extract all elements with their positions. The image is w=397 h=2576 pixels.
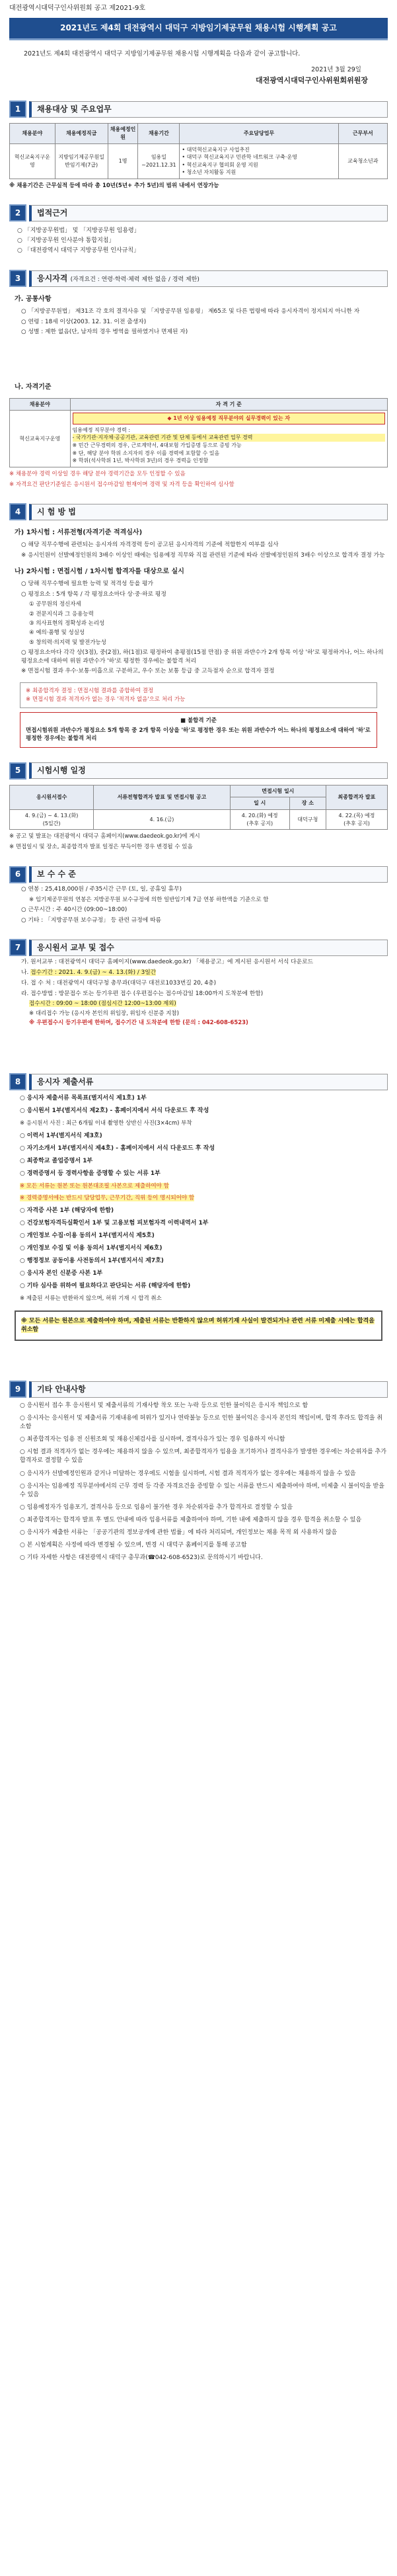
table-header: 채용예정인원 bbox=[108, 124, 138, 143]
list-item: ○ 임용예정자가 임용포기, 결격사유 등으로 임용이 불가한 경우 차순위자를 추가 합격자로 결정할 수 있음 bbox=[20, 1504, 293, 1511]
qualification-table bbox=[9, 398, 388, 467]
table-header: 근무부서 bbox=[338, 124, 387, 143]
list-item: ○ 이력서 1부(별지서식 제3호) bbox=[20, 1132, 102, 1139]
list-item: 나. 접수기간 : 2021. 4. 9.(금) ~ 4. 13.(화) / 3일간 bbox=[21, 969, 157, 977]
table-row bbox=[10, 143, 388, 179]
table-header: 일 시 bbox=[230, 797, 289, 810]
list-item: ○ 「대전광역시 대덕구 지방공무원 인사규칙」 bbox=[17, 247, 140, 255]
schedule-table bbox=[9, 785, 388, 830]
schedule-note: ※ 면접일시 및 장소, 최종합격자 발표 일정은 부득이한 경우 변경될 수 있음 bbox=[9, 844, 193, 851]
qualification-note: ※ 자격요건 판단기준일은 응시원서 접수마감일 현재이며 경력 및 자격 등을 확인하여 심사함 bbox=[9, 481, 235, 489]
section-5-header bbox=[9, 762, 388, 780]
list-item: ○ 시험 결과 적격자가 없는 경우에는 채용하지 않을 수 있으며, 최종합격자가 임용을 포기하거나 결격사유가 발생한 경우에는 차순위자를 추가 합격자로 결정할 수 있음 bbox=[20, 1449, 386, 1465]
list-item: ○ 본 시험계획은 사정에 따라 변경될 수 있으며, 변경 시 대덕구 홈페이지를 통해 공고함 bbox=[20, 1541, 247, 1549]
section-number: 3 bbox=[9, 270, 26, 287]
table-cell: 교육청소년과 bbox=[338, 143, 387, 179]
list-item: ③ 의사표현의 정확성과 논리성 bbox=[29, 620, 105, 627]
list-item: ○ 개인정보 수집·이용 동의서 1부(별지서식 제5호) bbox=[20, 1232, 155, 1239]
list-item: ○ 기타 심사를 위하여 필요하다고 판단되는 서류 (해당자에 한함) bbox=[20, 1282, 191, 1289]
table-cell: 혁신교육지구운영 bbox=[10, 411, 71, 467]
list-item: ※ 면접시험 결과 우수·보통·미흡으로 구분하고, 우수 또는 보통 등급 중 고득점자 순으로 합격자 결정 bbox=[21, 668, 275, 675]
table-header: 채용기간 bbox=[138, 124, 180, 143]
table-cell: 4. 20.(화) 예정 (추후 공지) bbox=[230, 809, 289, 829]
table-cell: • 대덕혁신교육지구 사업추진 • 대덕구 혁신교육지구 민관학 네트워크 구축·운영 • 혁신교육지구 협의회 운영 지원 • 청소년 자치활동 지원 bbox=[180, 143, 338, 179]
list-item: ※ 모든 서류는 원본 또는 원본대조필 사본으로 제출하여야 함 bbox=[20, 1182, 169, 1189]
list-item: ○ 응시원서 접수 후 응시원서 및 제출서류의 기재사항 착오 또는 누락 등으로 인한 불이익은 응시자 책임으로 함 bbox=[20, 1402, 308, 1410]
table-cell: 혁신교육지구운영 bbox=[10, 143, 55, 179]
list-item: ○ 응시원서 1부(별지서식 제2호) - 홈페이지에서 서식 다운로드 후 작성 bbox=[20, 1107, 209, 1115]
list-item: ① 공무원의 정신자세 bbox=[29, 601, 81, 608]
list-item: ○ 평정요소마다 각각 상(3점), 중(2점), 하(1점)로 평정하여 총평점(15점 만점) 중 위원 과반수가 2개 항목 이상 '하'로 평정하거나, 어느 하나의 평정요소에 대하여 위원 과반수가 '하'로 평정한 경우에는 불합격 처리 bbox=[21, 649, 384, 664]
list-item: ○ 응시자가 선발예정인원과 같거나 미달하는 경우에도 시험을 실시하며, 시험 결과 적격자가 없는 경우에는 채용하지 않을 수 있음 bbox=[20, 1470, 356, 1477]
list-item: ○ 연령 : 18세 이상(2003. 12. 31. 이전 출생자) bbox=[21, 318, 147, 325]
list-item: ○ 당해 직무수행에 필요한 능력 및 적격성 등을 평가 bbox=[21, 580, 154, 587]
section-number: 6 bbox=[9, 866, 26, 883]
list-item: ※ 대리접수 가능 (응시자 본인의 위임장, 위임자 신분증 지참) bbox=[29, 1010, 179, 1017]
table-cell: 4. 22.(목) 예정 (추후 공지) bbox=[326, 809, 387, 829]
notice-date: 2021년 3월 29일 bbox=[311, 65, 361, 73]
section-1-header bbox=[9, 101, 388, 118]
notice-number: 대전광역시대덕구인사위원회 공고 제2021-9호 bbox=[9, 5, 145, 12]
list-item: ○ 응시자는 임용예정 직무분야에서의 근무 경력 등 각종 자격요건을 증빙할 수 있는 서류를 반드시 제출하여야 하며, 미제출 시 불이익을 받을 수 있음 bbox=[20, 1482, 384, 1498]
list-item: ○ 연봉 : 25,418,000원 / 주35시간 근무 (토, 일, 공휴일 휴무) bbox=[21, 885, 182, 893]
table-header: 주요담당업무 bbox=[180, 124, 338, 143]
list-item: ○ 「지방공무원법」 및 「지방공무원 임용령」 bbox=[17, 227, 140, 235]
list-item: ○ 평정요소 : 5개 항목 / 각 평정요소마다 상·중·하로 평정 bbox=[21, 590, 166, 598]
fail-criteria-box: ■ 불합격 기준 면접시험위원 과반수가 평정요소 5개 항목 중 2개 항목 이상을 '하'로 평정한 경우 또는 위원 과반수가 어느 하나의 평정요소에 대하여 '하'로 평정한 경우에는 불합격 처리 bbox=[20, 712, 377, 748]
list-item: ※ 응시인원이 선발예정인원의 3배수 이상인 때에는 임용예정 직무와 직접 관련된 기준에 따라 선발예정인원의 3배수 이상으로 합격자 결정 가능 bbox=[21, 551, 385, 559]
section-title: 응시원서 교부 및 접수 bbox=[29, 940, 388, 956]
section-4-header bbox=[9, 503, 388, 520]
subsection-title: 가) 1차시험 : 서류전형(자격기준 적격심사) bbox=[15, 529, 143, 537]
list-item: ※ 제출된 서류는 반환하지 않으며, 허위 기재 시 합격 취소 bbox=[20, 1295, 162, 1302]
list-item: ※ 우편접수시 등기우편에 한하며, 접수기간 내 도착분에 한함 (문의 : 042-608-6523) bbox=[29, 1019, 248, 1026]
table-cell: 임용일~2021.12.31 bbox=[138, 143, 180, 179]
section-title: 법적근거 bbox=[29, 205, 388, 221]
list-item: ○ 기타 : 「지방공무원 보수규정」 등 관련 규정에 따름 bbox=[21, 916, 162, 924]
list-item: ※ 경력증명서에는 반드시 담당업무, 근무기간, 직위 등이 명시되어야 함 bbox=[20, 1195, 195, 1202]
list-item: ○ 응시자는 응시원서 및 제출서류 기재내용에 허위가 있거나 연락불능 등으로 인한 불이익은 응시자 본인의 책임이며, 합격 후라도 합격을 취소함 bbox=[20, 1415, 383, 1431]
table-header: 최종합격자 발표 bbox=[326, 785, 387, 809]
list-item: ※ 응시원서 사진 : 최근 6개월 이내 촬영한 상반신 사진(3×4cm) 부착 bbox=[20, 1120, 192, 1127]
section-title: 응시자 제출서류 bbox=[29, 1074, 388, 1090]
list-item: ② 전문지식과 그 응용능력 bbox=[29, 610, 94, 618]
list-item: ○ 근무시간 : 주 40시간 (09:00~18:00) bbox=[21, 906, 127, 913]
table-header: 자 격 기 준 bbox=[70, 398, 387, 411]
notice-issuer: 대전광역시대덕구인사위원회위원장 bbox=[255, 76, 368, 85]
list-item: ○ 응시자 제출서류 목록표(별지서식 제1호) 1부 bbox=[20, 1095, 147, 1102]
list-item: ○ 기타 자세한 사항은 대전광역시 대덕구 총무과(☎042-608-6523)로 문의하시기 바랍니다. bbox=[20, 1554, 263, 1561]
table-row bbox=[10, 411, 388, 467]
list-item: ⑤ 창의력·의지력 및 발전가능성 bbox=[29, 639, 106, 646]
subsection-title: 나) 2차시험 : 면접시험 / 1차시험 합격자를 대상으로 실시 bbox=[15, 568, 184, 576]
intro-text: 2021년도 제4회 대전광역시 대덕구 지방임기제공무원 채용시험 시행계획을 다음과 같이 공고합니다. bbox=[24, 50, 301, 58]
other-info-list bbox=[20, 1402, 388, 1562]
table-cell: 1명 bbox=[108, 143, 138, 179]
table-cell: 4. 16.(금) bbox=[94, 809, 230, 829]
result-box: ※ 최종합격자 결정 : 면접시험 결과를 종합하여 결정 ※ 면접시험 결과 적격자가 없는 경우 '적격자 없음'으로 처리 가능 bbox=[20, 682, 377, 708]
table-cell: 4. 9.(금) ~ 4. 13.(화) (5일간) bbox=[10, 809, 94, 829]
schedule-note: ※ 공고 및 발표는 대전광역시 대덕구 홈페이지(www.daedeok.go.kr)에 게시 bbox=[9, 833, 200, 840]
section-number: 9 bbox=[9, 1381, 26, 1398]
list-item: ○ 해당 직무수행에 관련되는 응시자의 자격경력 등이 공고된 응시자격의 기준에 적합한지 여부를 심사 bbox=[21, 541, 279, 548]
list-item: ○ 성별 : 제한 없음(단, 남자의 경우 병역을 필하였거나 면제된 자) bbox=[21, 329, 188, 336]
section-2-header bbox=[9, 204, 388, 221]
documents-list bbox=[20, 1094, 388, 1303]
subsection-title: 나. 자격기준 bbox=[15, 383, 52, 391]
table-cell: 대덕구청 bbox=[289, 809, 326, 829]
list-item: ○ 개인정보 수집 및 이용 동의서 1부(별지서식 제6호) bbox=[20, 1244, 162, 1252]
legal-basis-list bbox=[17, 227, 388, 255]
table-row bbox=[10, 809, 388, 829]
section-title: 기타 안내사항 bbox=[29, 1381, 388, 1398]
section-1-note: ※ 채용기간은 근무실적 등에 따라 총 10년(5년+ 추가 5년)의 범위 내에서 연장가능 bbox=[9, 182, 219, 189]
table-cell: 지방임기제공무원일반임기제(7급) bbox=[55, 143, 108, 179]
list-item: ○ 최종학교 졸업증명서 1부 bbox=[20, 1157, 93, 1164]
list-item: ○ 응시자가 제출한 서류는 「공공기관의 정보공개에 관한 법률」에 따라 처리되며, 개인정보는 채용 목적 외 사용하지 않음 bbox=[20, 1529, 338, 1536]
table-cell: ◆ 1년 이상 임용예정 직무분야의 실무경력이 있는 자 임용예정 직무분야 경력 : - 국가기관·지자체·공공기관, 교육관련 기관 및 단체 등에서 교육관련 업무 경력 ※ 민간 근무경력의 경우, 근로계약서, 4대보험 가입증명 등으로 증빙 가능 ※ 단, 해당 분야 학위 소지자의 경우 이를 경력에 포함할 수 있음 ※ 학위(석사학위 1년, 박사학위 3년)의 경우 경력을 인정함 bbox=[70, 411, 387, 467]
list-item: ○ 자기소개서 1부(별지서식 제4호) - 홈페이지에서 서식 다운로드 후 작성 bbox=[20, 1145, 215, 1152]
recruit-table bbox=[9, 123, 388, 179]
table-header: 응시원서접수 bbox=[10, 785, 94, 809]
table-header: 채용예정직급 bbox=[55, 124, 108, 143]
list-item: ○ 「지방공무원 인사분야 통합지침」 bbox=[17, 237, 115, 245]
section-number: 4 bbox=[9, 503, 26, 520]
section-7-header bbox=[9, 939, 388, 956]
documents-warning-box: ※ 모든 서류는 원본으로 제출하여야 하며, 제출된 서류는 반환하지 않으며 허위기재 사실이 발견되거나 관련 서류 미제출 시에는 합격을 취소함 bbox=[15, 1310, 382, 1341]
list-item: 접수시간 : 09:00 ~ 18:00 (점심시간 12:00~13:00 제외) bbox=[29, 1000, 176, 1008]
list-item: ○ 자격증 사본 1부 (해당자에 한함) bbox=[20, 1207, 114, 1214]
section-number: 8 bbox=[9, 1073, 26, 1090]
list-item: ○ 최종합격자는 임용 전 신원조회 및 채용신체검사를 실시하며, 결격사유가 있는 경우 임용하지 아니함 bbox=[20, 1436, 285, 1443]
section-number: 1 bbox=[9, 101, 26, 118]
section-number: 2 bbox=[9, 204, 26, 221]
list-item: ○ 행정정보 공동이용 사전동의서 1부(별지서식 제7호) bbox=[20, 1257, 164, 1264]
subsection-title: 가. 공통사항 bbox=[15, 296, 52, 303]
section-number: 7 bbox=[9, 939, 26, 956]
table-header: 장 소 bbox=[289, 797, 326, 810]
section-title: 보 수 수 준 bbox=[29, 866, 388, 883]
list-item: ④ 예의·품행 및 성실성 bbox=[29, 629, 85, 637]
section-title: 시 험 방 법 bbox=[29, 504, 388, 520]
table-header: 면접시험 일시 bbox=[230, 785, 326, 797]
list-item: ○ 「지방공무원법」 제31조 각 호의 결격사유 및 「지방공무원 임용령」 제65조 및 다른 법령에 따라 응시자격이 정지되지 아니한 자 bbox=[21, 307, 360, 315]
list-item: ○ 건강보험자격득실확인서 1부 및 고용보험 피보험자격 이력내역서 1부 bbox=[20, 1219, 209, 1227]
section-title: 채용대상 및 주요업무 bbox=[29, 101, 388, 118]
list-item: 다. 접 수 처 : 대전광역시 대덕구청 총무과(대덕구 대전로1033번길 20, 4층) bbox=[21, 979, 217, 986]
table-header: 채용분야 bbox=[10, 124, 55, 143]
section-3-header bbox=[9, 270, 388, 287]
section-8-header bbox=[9, 1073, 388, 1090]
list-item: 가. 원서교부 : 대전광역시 대덕구 홈페이지(www.daedeok.go.kr) 「채용공고」에 게시된 응시원서 서식 다운로드 bbox=[21, 959, 314, 966]
qualification-note: ※ 채용분야 경력 이상일 경우 해당 분야 경력기간을 모두 인정할 수 있음 bbox=[9, 470, 186, 477]
section-6-header bbox=[9, 866, 388, 883]
section-title: 응시자격 (자격요건 : 연령·학력·체력 제한 없음 / 경력 제한) bbox=[29, 270, 388, 287]
list-item: ○ 최종합격자는 합격자 발표 후 별도 안내에 따라 임용서류를 제출하여야 하며, 기한 내에 제출하지 않을 경우 합격을 취소할 수 있음 bbox=[20, 1516, 362, 1523]
section-9-header bbox=[9, 1381, 388, 1398]
section-title: 시험시행 일정 bbox=[29, 762, 388, 779]
list-item: ※ 임기제공무원의 연봉은 지방공무원 보수규정에 의한 일반임기제 7급 연봉 하한액을 기준으로 함 bbox=[29, 896, 269, 903]
list-item: 라. 접수방법 : 방문접수 또는 등기우편 접수 (우편접수는 접수마감일 18:00까지 도착분에 한함) bbox=[21, 990, 264, 997]
table-header: 채용분야 bbox=[10, 398, 71, 411]
table-header: 서류전형합격자 발표 및 면접시험 공고 bbox=[94, 785, 230, 809]
list-item: ○ 응시자 본인 신분증 사본 1부 bbox=[20, 1269, 103, 1277]
notice-title: 2021년도 제4회 대전광역시 대덕구 지방임기제공무원 채용시험 시행계획 공고 bbox=[9, 18, 388, 40]
section-number: 5 bbox=[9, 762, 26, 780]
list-item: ○ 경력증명서 등 경력사항을 증명할 수 있는 서류 1부 bbox=[20, 1170, 161, 1177]
